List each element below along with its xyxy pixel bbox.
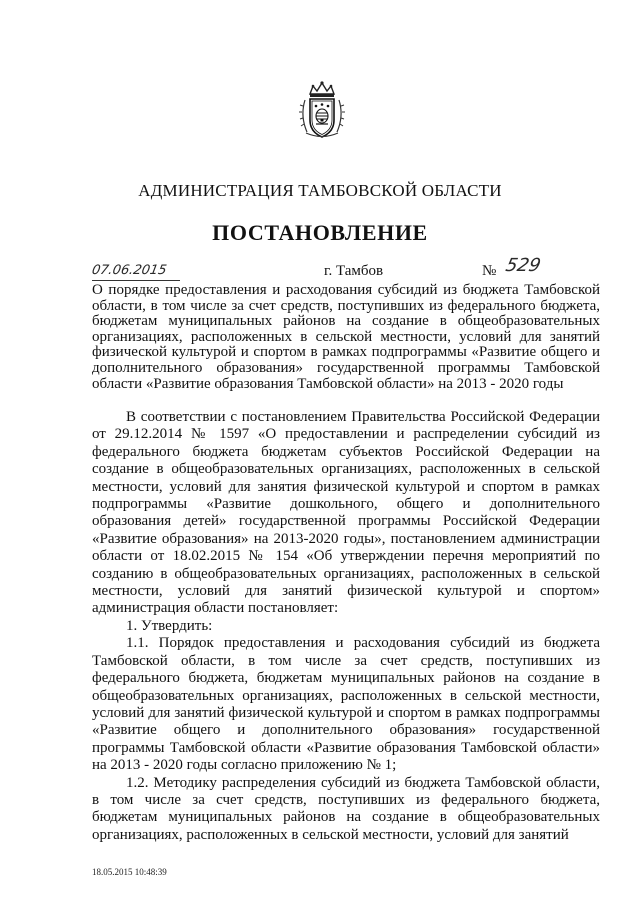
tambov-coat-of-arms-icon bbox=[297, 80, 347, 142]
date-underline bbox=[92, 280, 180, 281]
item-1-2-paragraph: 1.2. Методику распределения субсидий из бюджета Тамбовской области, в том числе за счет средств, поступивших из федерального бюджета, бюджетам муниципальных районов на создание в общеобразовательных организациях, расположенных в сельской местности, условий для занятий bbox=[92, 774, 600, 843]
document-type-heading: ПОСТАНОВЛЕНИЕ bbox=[212, 220, 428, 245]
item-1-1-paragraph: 1.1. Порядок предоставления и расходования субсидий из бюджета Тамбовской области, в том числе за счет средств, поступивших из федерального бюджета, бюджетам муниципальных районов на создание в общеобразовательных организациях, расположенных в сельской местности, условий для занятий физической культурой и спортом в рамках подпрограммы «Развитие общего и дополнительного образования» государственной программы Тамбовской области «Развитие образования Тамбовской области» на 2013 - 2020 годы согласно приложению № 1; bbox=[92, 635, 600, 774]
handwritten-date: 07.06.2015 bbox=[90, 263, 168, 278]
item-1-paragraph: 1. Утвердить: bbox=[126, 617, 213, 634]
document-title: О порядке предоставления и расходования субсидий из бюджета Тамбовской области, в том числе за счет средств, поступивших из федерального бюджета, бюджетам муниципальных районов на создание в общеобразовательных организациях, расположенных в сельской местности, условий для занятий физической культурой и спортом в рамках подпрограммы «Развитие общего и дополнительного образования» государственной программы Тамбовской области «Развитие образования Тамбовской области» на 2013 - 2020 годы bbox=[92, 282, 600, 392]
document-body bbox=[92, 409, 600, 844]
print-timestamp: 18.05.2015 10:48:39 bbox=[92, 867, 167, 877]
number-sign: № bbox=[482, 263, 497, 279]
handwritten-number: 529 bbox=[503, 255, 543, 276]
agency-name: АДМИНИСТРАЦИЯ ТАМБОВСКОЙ ОБЛАСТИ bbox=[138, 181, 502, 200]
city-label: г. Тамбов bbox=[324, 263, 384, 279]
preamble-paragraph: В соответствии с постановлением Правительства Российской Федерации от 29.12.2014 № 1597 «О предоставлении и распределении субсидий из федерального бюджета бюджетам субъектов Российской Федерации на создание в общеобразовательных организациях, расположенных в сельской местности, условий для занятия физической культурой и спортом в рамках подпрограммы «Развитие дошкольного, общего и дополнительного образования детей» государственной программы Российской Федерации «Развитие образования» на 2013-2020 годы», постановлением администрации области от 18.02.2015 № 154 «Об утверждении перечня мероприятий по созданию в общеобразовательных организациях, расположенных в сельской местности, условий для занятий физической культурой и спортом» администрация области постановляет: bbox=[92, 409, 600, 617]
